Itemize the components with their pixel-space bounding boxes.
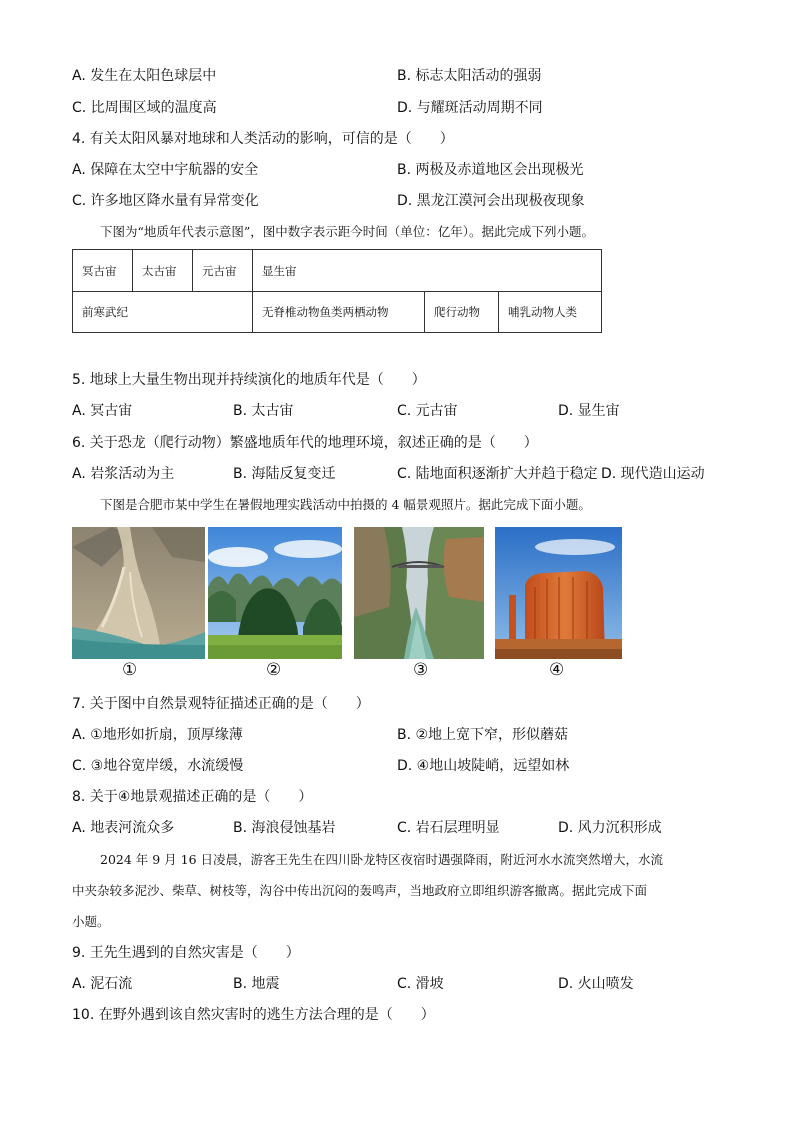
photo-river-gorge [354, 527, 484, 659]
table-cell-reptiles: 爬行动物 [425, 292, 499, 332]
q3-option-d: D. 与耀斑活动周期不同 [397, 100, 543, 116]
photo-label-4: ④ [549, 660, 565, 680]
q8-option-a: A. 地表河流众多 [72, 820, 175, 836]
intro-disaster-line1: 2024 年 9 月 16 日凌晨，游客王先生在四川卧龙特区夜宿时遇强降雨，附近河水水流突然增大，水流 [100, 852, 664, 867]
q7-option-b: B. ②地上宽下窄，形似蘑菇 [397, 727, 569, 743]
q9-stem: 9. 王先生遇到的自然灾害是（ ） [72, 945, 300, 961]
q7-option-a: A. ①地形如折扇，顶厚缘薄 [72, 727, 243, 743]
table-cell-hadean: 冥古宙 [73, 250, 133, 292]
q9-option-d: D. 火山喷发 [558, 976, 634, 992]
q6-option-c: C. 陆地面积逐渐扩大并趋于稳定 [397, 466, 598, 482]
q4-stem: 4. 有关太阳风暴对地球和人类活动的影响，可信的是（ ） [72, 131, 454, 147]
photo-karst-peaks [208, 527, 342, 659]
table-cell-proterozoic: 元古宙 [193, 250, 253, 292]
q8-option-b: B. 海浪侵蚀基岩 [233, 820, 336, 836]
q9-option-b: B. 地震 [233, 976, 280, 992]
q7-stem: 7. 关于图中自然景观特征描述正确的是（ ） [72, 696, 370, 712]
q8-option-c: C. 岩石层理明显 [397, 820, 500, 836]
intro-photos: 下图是合肥市某中学生在暑假地理实践活动中拍摄的 4 幅景观照片。据此完成下面小题。 [100, 497, 591, 512]
q5-option-b: B. 太古宙 [233, 403, 294, 419]
q9-option-c: C. 滑坡 [397, 976, 444, 992]
photo-sandstone-pillars [495, 527, 622, 659]
q8-stem: 8. 关于④地景观描述正确的是（ ） [72, 789, 313, 805]
photo-label-2: ② [266, 660, 282, 680]
q6-option-d: D. 现代造山运动 [601, 466, 705, 482]
q5-option-a: A. 冥古宙 [72, 403, 133, 419]
q10-stem: 10. 在野外遇到该自然灾害时的逃生方法合理的是（ ） [72, 1007, 435, 1023]
photo-label-1: ① [122, 660, 138, 680]
q5-option-c: C. 元古宙 [397, 403, 458, 419]
table-cell-invertebrates: 无脊椎动物鱼类两栖动物 [253, 292, 425, 332]
table-cell-precambrian: 前寒武纪 [73, 292, 253, 332]
table-cell-phanerozoic: 显生宙 [253, 250, 601, 292]
q7-option-c: C. ③地谷宽岸缓，水流缓慢 [72, 758, 244, 774]
geologic-time-table [72, 249, 602, 333]
intro-geologic-table: 下图为“地质年代表示意图”，图中数字表示距今时间（单位：亿年）。据此完成下列小题。 [100, 224, 595, 239]
q4-option-c: C. 许多地区降水量有异常变化 [72, 193, 259, 209]
q4-option-a: A. 保障在太空中宇航器的安全 [72, 162, 259, 178]
q3-option-c: C. 比周围区域的温度高 [72, 100, 217, 116]
q6-option-b: B. 海陆反复变迁 [233, 466, 336, 482]
q6-stem: 6. 关于恐龙（爬行动物）繁盛地质年代的地理环境，叙述正确的是（ ） [72, 435, 538, 451]
q4-option-d: D. 黑龙江漠河会出现极夜现象 [397, 193, 585, 209]
q6-option-a: A. 岩浆活动为主 [72, 466, 175, 482]
q7-option-d: D. ④地山坡陡峭，远望如林 [397, 758, 570, 774]
q3-option-a: A. 发生在太阳色球层中 [72, 68, 217, 84]
q3-option-b: B. 标志太阳活动的强弱 [397, 68, 542, 84]
q9-option-a: A. 泥石流 [72, 976, 133, 992]
intro-disaster-line2: 中夹杂较多泥沙、柴草、树枝等，沟谷中传出沉闷的轰鸣声，当地政府立即组织游客撤离。据此完成下面 [72, 883, 648, 898]
q5-stem: 5. 地球上大量生物出现并持续演化的地质年代是（ ） [72, 372, 426, 388]
photo-label-3: ③ [413, 660, 429, 680]
table-cell-archean: 太古宙 [133, 250, 193, 292]
table-cell-mammals: 哺乳动物人类 [508, 305, 577, 319]
intro-disaster-line3: 小题。 [72, 914, 110, 929]
q5-option-d: D. 显生宙 [558, 403, 620, 419]
q4-option-b: B. 两极及赤道地区会出现极光 [397, 162, 584, 178]
photo-alluvial-fan [72, 527, 205, 659]
q8-option-d: D. 风力沉积形成 [558, 820, 662, 836]
